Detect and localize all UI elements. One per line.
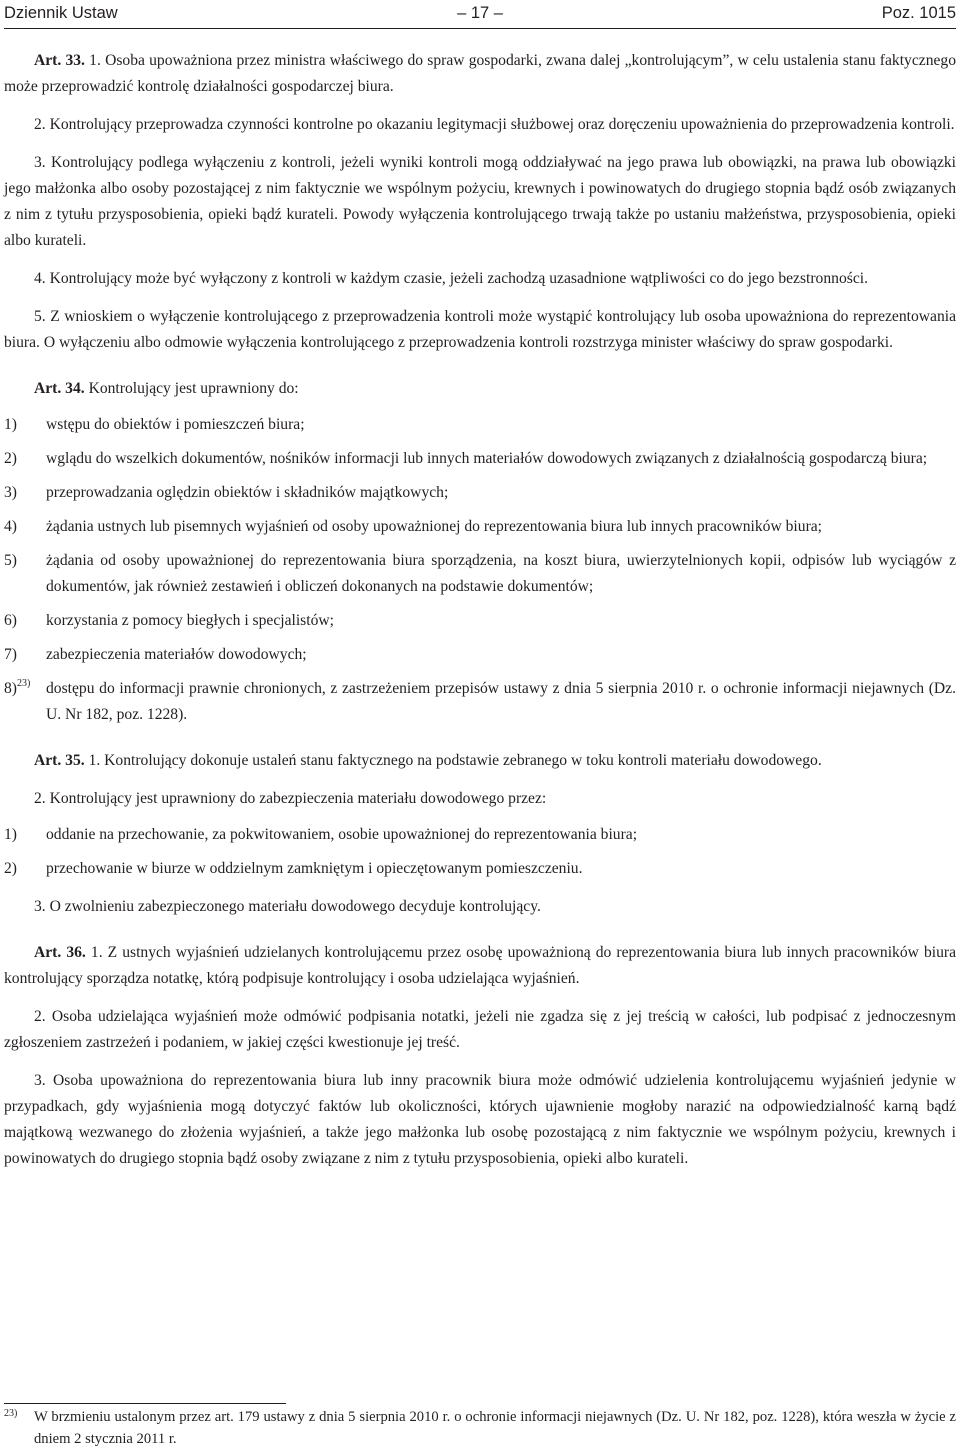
item-number: 2) — [4, 450, 17, 467]
page-number: – 17 – — [457, 4, 503, 22]
art33-para4: 4. Kontrolujący może być wyłączony z kontroli w każdym czasie, jeżeli zachodzą uzasadnione wątpliwości co do jego bezstronności. — [34, 270, 868, 287]
footnote-reference[interactable]: 23) — [17, 677, 31, 689]
art34-intro — [4, 376, 956, 402]
art33-para1 — [4, 48, 956, 100]
art36-para1 — [4, 940, 956, 992]
art34-item — [4, 676, 956, 728]
art35-para2: 2. Kontrolujący jest uprawniony do zabezpieczenia materiału dowodowego przez: — [34, 790, 547, 807]
item-number: 6) — [4, 612, 17, 629]
art33-para1-num: 1. — [89, 52, 101, 69]
art34-item — [4, 642, 956, 668]
art34-item — [4, 480, 956, 506]
art36-para1-text: 1. Z ustnych wyjaśnień udzielanych kontrolującemu przez osobę upoważnioną do reprezentowania biura lub innych pracowników biura kontrolujący sporządza notatkę, którą podpisuje kontrolujący i osoba udzielająca wyjaśnień. — [4, 944, 957, 987]
item-text: żądania ustnych lub pisemnych wyjaśnień od osoby upoważnionej do reprezentowania biura lub innych pracowników biura; — [46, 518, 823, 535]
art35-list — [4, 822, 956, 882]
item-number: 1) — [4, 416, 17, 433]
art34-item — [4, 446, 956, 472]
footnote-text: W brzmieniu ustalonym przez art. 179 ustawy z dnia 5 sierpnia 2010 r. o ochronie informacji niejawnych (Dz. U. Nr 182, poz. 1228), która weszła w życie z dniem 2 stycznia 2011 r. — [34, 1409, 956, 1447]
item-number: 7) — [4, 646, 17, 663]
item-text: wglądu do wszelkich dokumentów, nośników informacji lub innych materiałów dowodowych związanych z działalnością gospodarczą biura; — [46, 450, 928, 467]
art34-item — [4, 548, 956, 600]
item-text: wstępu do obiektów i pomieszczeń biura; — [46, 416, 305, 433]
item-text: korzystania z pomocy biegłych i specjalistów; — [46, 612, 334, 629]
item-text: przeprowadzania oględzin obiektów i składników majątkowych; — [46, 484, 449, 501]
item-number: 3) — [4, 484, 17, 501]
art34-item — [4, 608, 956, 634]
art34-item — [4, 412, 956, 438]
item-number: 4) — [4, 518, 17, 535]
item-number-text: 8) — [4, 680, 17, 697]
art35-para1-text: 1. Kontrolujący dokonuje ustaleń stanu faktycznego na podstawie zebranego w toku kontroli materiału dowodowego. — [88, 752, 822, 769]
art33-para3: 3. Kontrolujący podlega wyłączeniu z kontroli, jeżeli wyniki kontroli mogą oddziaływać na jego prawa lub obowiązki, na prawa lub obowiązki jego małżonka albo osoby pozostającej z nim faktycznie we wspólnym pożyciu, krewnych i powinowatych do drugiego stopnia bądź osób związanych z nim z tytułu przysposobienia, opieki bądź kurateli. Powody wyłączenia kontrolującego trwają także po ustaniu małżeństwa, przysposobienia, opieki albo kurateli. — [4, 154, 956, 249]
item-number: 2) — [4, 860, 17, 877]
art36-para3: 3. Osoba upoważniona do reprezentowania biura lub inny pracownik biura może odmówić udzielenia kontrolującemu wyjaśnień jedynie w przypadkach, gdy wyjaśnienia mogą dotyczyć faktów lub okoliczności, których ujawnienie mogłoby narazić na odpowiedzialność karną bądź majątkową wezwanego do złożenia wyjaśnień, a także jego małżonka lub osobę pozostającą z nim faktycznie we wspólnym pożyciu, krewnych i powinowatych do drugiego stopnia bądź osoby związane z nim z tytułu przysposobienia, opieki albo kurateli. — [4, 1072, 956, 1167]
art36-para2: 2. Osoba udzielająca wyjaśnień może odmówić podpisania notatki, jeżeli nie zgadza się z jej treścią w całości, lub podpisać z jednoczesnym zgłoszeniem zastrzeżeń i podaniem, w jakiej części kwestionuje jej treść. — [4, 1008, 956, 1051]
art34-label: Art. 34. — [34, 380, 85, 397]
header-divider — [4, 28, 956, 29]
art35-para3: 3. O zwolnieniu zabezpieczonego materiału dowodowego decyduje kontrolujący. — [34, 898, 541, 915]
art33-para2: 2. Kontrolujący przeprowadza czynności kontrolne po okazaniu legitymacji służbowej oraz doręczeniu upoważnienia do przeprowadzenia kontroli. — [34, 116, 955, 133]
art35-item — [4, 856, 956, 882]
art34-item — [4, 514, 956, 540]
art34-list — [4, 412, 956, 728]
item-number: 1) — [4, 826, 17, 843]
art35-para1 — [4, 748, 956, 774]
art36-label: Art. 36. — [34, 944, 86, 961]
item-text: dostępu do informacji prawnie chronionych, z zastrzeżeniem przepisów ustawy z dnia 5 sierpnia 2010 r. o ochronie informacji niejawnych (Dz. U. Nr 182, poz. 1228). — [46, 680, 956, 723]
document-body — [4, 48, 956, 1172]
art33-para1-text: Osoba upoważniona przez ministra właściwego do spraw gospodarki, zwana dalej „kontrolującym”, w celu ustalenia stanu faktycznego może przeprowadzić kontrolę działalności gospodarczej biura. — [4, 52, 957, 95]
item-text: żądania od osoby upoważnionej do reprezentowania biura sporządzenia, na koszt biura, uwierzytelnionych kopii, odpisów lub wyciągów z dokumentów, jak również zestawień i obliczeń dokonanych na podstawie dokumentów; — [46, 552, 956, 595]
footnote — [4, 1406, 956, 1450]
item-text: oddanie na przechowanie, za pokwitowaniem, osobie upoważnionej do reprezentowania biura; — [46, 826, 638, 843]
art33-para5: 5. Z wnioskiem o wyłączenie kontrolującego z przeprowadzenia kontroli może wystąpić kontrolujący lub osoba upoważniona do reprezentowania biura. O wyłączeniu albo odmowie wyłączenia kontrolującego z przeprowadzenia kontroli rozstrzyga minister właściwy do spraw gospodarki. — [4, 308, 956, 351]
item-number: 5) — [4, 552, 17, 569]
art35-item — [4, 822, 956, 848]
journal-title: Dziennik Ustaw — [4, 4, 118, 22]
footnote-number: 23) — [4, 1408, 18, 1419]
page-header — [4, 0, 956, 26]
item-text: przechowanie w biurze w oddzielnym zamkniętym i opieczętowanym pomieszczeniu. — [46, 860, 583, 877]
footnote-divider — [4, 1403, 286, 1404]
item-text: zabezpieczenia materiałów dowodowych; — [46, 646, 307, 663]
art35-label: Art. 35. — [34, 752, 85, 769]
item-number — [4, 676, 30, 702]
item-position: Poz. 1015 — [881, 4, 956, 22]
art33-label: Art. 33. — [34, 52, 85, 69]
art34-intro-text: Kontrolujący jest uprawniony do: — [88, 380, 299, 397]
